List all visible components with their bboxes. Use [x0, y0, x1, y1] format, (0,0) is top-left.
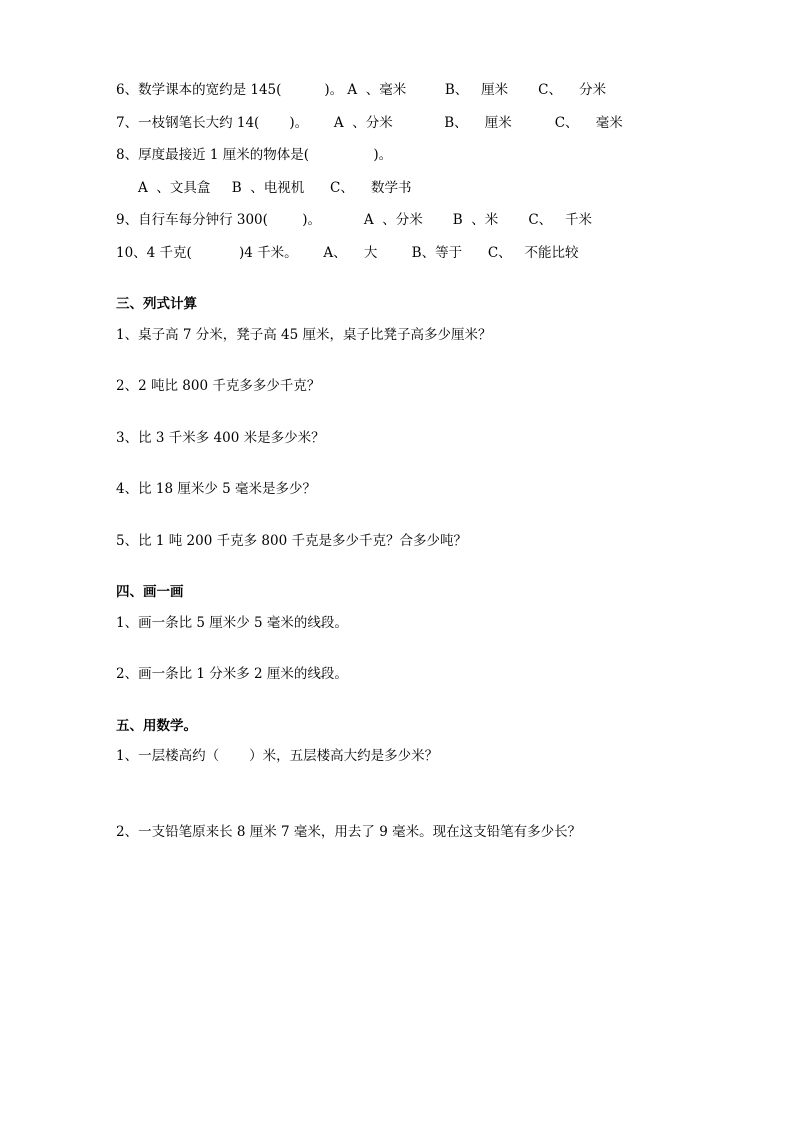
multiple-choice-group [116, 84, 676, 260]
mc-item-10: 10、4 千克( )4 千米。 A、 大 B、等于 C、 不能比较 [116, 244, 579, 261]
section3-question-1: 1、桌子高 7 分米，凳子高 45 厘米，桌子比凳子高多少厘米？ [116, 326, 492, 343]
section4-question-2: 2、画一条比 1 分米多 2 厘米的线段。 [116, 666, 348, 682]
section5-question-1: 1、一层楼高约（ ）米，五层楼高大约是多少米？ [116, 748, 439, 764]
section3-question-3: 3、比 3 千米多 400 米是多少米？ [116, 429, 325, 446]
mc-item-8: 8、厚度最接近 1 厘米的物体是( )。 [116, 147, 393, 163]
section3-question-5: 5、比 1 吨 200 千克多 800 千克是多少千克？合多少吨？ [116, 532, 467, 549]
section-heading-5: 五、用数学。 [116, 717, 197, 734]
section5-question-2: 2、一支铅笔原来长 8 厘米 7 毫米，用去了 9 毫米。现在这支铅笔有多少长？ [116, 823, 582, 840]
section3-question-2: 2、2 吨比 800 千克多多少千克？ [116, 378, 321, 394]
mc-item-8-options: A 、文具盒 B 、电视机 C、 数学书 [138, 179, 412, 196]
mc-item-9: 9、自行车每分钟行 300( )。 A 、分米 B 、米 C、 千米 [116, 212, 593, 228]
mc-item-6: 6、数学课本的宽约是 145( )。 A 、毫米 B、 厘米 C、 分米 [116, 82, 607, 98]
document-body [116, 84, 676, 839]
section-heading-4: 四、画一画 [116, 584, 184, 600]
mc-item-7: 7、一枝钢笔长大约 14( )。 A 、分米 B、 厘米 C、 毫米 [116, 114, 623, 131]
section4-question-1: 1、画一条比 5 厘米少 5 毫米的线段。 [116, 614, 348, 631]
section3-question-4: 4、比 18 厘米少 5 毫米是多少？ [116, 481, 317, 497]
section-heading-3: 三、列式计算 [116, 296, 197, 312]
